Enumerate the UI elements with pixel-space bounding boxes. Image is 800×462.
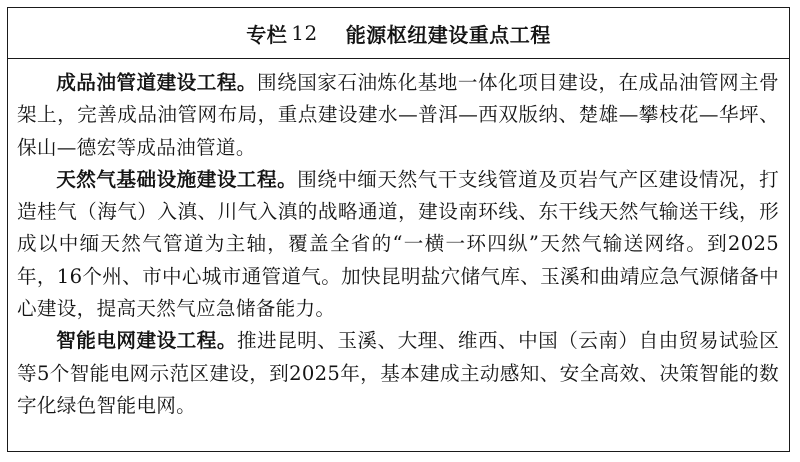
box-number: 12: [291, 21, 318, 45]
paragraph-text: 推进昆明、玉溪、大理、维西、中国（云南）自由贸易试验区等5个智能电网示范区建设，到2025年，基本建成主动感知、安全高效、决策智能的数字化绿色智能电网。: [17, 329, 779, 417]
feature-box: [7, 7, 790, 452]
paragraph-smart-grid: [17, 325, 779, 422]
paragraph-oil-pipeline: [17, 67, 779, 164]
paragraph-title: 智能电网建设工程。: [56, 329, 237, 353]
paragraph-title: 成品油管道建设工程。: [56, 71, 258, 94]
box-label: 专栏: [246, 22, 288, 47]
paragraph-title: 天然气基础设施建设工程。: [56, 167, 298, 191]
box-title: 能源枢纽建设重点工程: [345, 22, 551, 47]
paragraph-text: 围绕国家石油炼化基地一体化项目建设，在成品油管网主骨架上，完善成品油管网布局，重点建设建水—普洱—西双版纳、楚雄—攀枝花—华坪、保山—德宏等成品油管道。: [17, 71, 779, 159]
box-content: [8, 59, 789, 422]
box-header: [8, 8, 789, 59]
paragraph-text: 围绕中缅天然气干支线管道及页岩气产区建设情况，打造桂气（海气）入滇、川气入滇的战略通道，建设南环线、东干线天然气输送干线，形成以中缅天然气管道为主轴，覆盖全省的“一横一环四纵”天然气输送网络。到2025年，16个州、市中心城市通管道气。加快昆明盐穴储气库、玉溪和曲靖应急气源储备中心建设，提高天然气应急储备能力。: [17, 167, 779, 321]
paragraph-gas-infrastructure: [17, 164, 779, 325]
